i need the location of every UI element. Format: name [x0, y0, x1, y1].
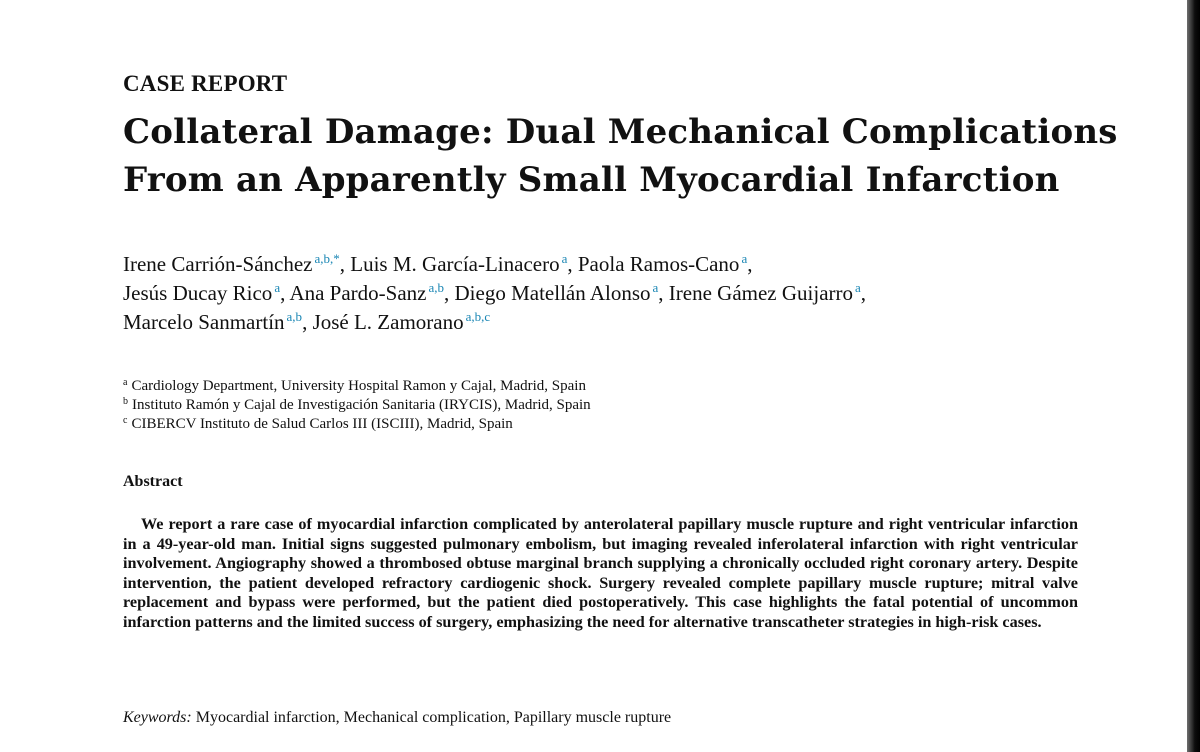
author-name: Diego Matellán Alonso: [454, 281, 651, 305]
author-affiliation-marker[interactable]: a,b,c: [465, 309, 491, 324]
title-line-2: From an Apparently Small Myocardial Infarction: [123, 160, 1060, 200]
author-affiliation-marker[interactable]: a,b: [428, 280, 445, 295]
affiliation-marker: b: [123, 396, 128, 407]
author-affiliation-marker[interactable]: a,b,*: [314, 251, 340, 266]
affiliation-item: [123, 396, 591, 415]
author-line-2: Jesús Ducay Rico $^a$, Ana Pardo-Sanz $^{a,b}$, Diego Matellán Alonso $^a$, Irene Gámez Guijarro $^a$,: [123, 280, 867, 305]
author-list: [123, 250, 1163, 337]
author-name: Irene Gámez Guijarro: [668, 281, 854, 305]
author-affiliation-marker[interactable]: a,b: [286, 309, 303, 324]
affiliation-text: CIBERCV Instituto de Salud Carlos III (ISCIII), Madrid, Spain: [131, 416, 513, 432]
affiliation-item: [123, 415, 591, 434]
abstract-heading: Abstract: [123, 473, 183, 490]
author-affiliation-marker[interactable]: a: [274, 280, 281, 295]
author-name: José L. Zamorano: [312, 310, 464, 334]
affiliation-marker: c: [123, 415, 128, 426]
affiliation-marker: a: [123, 377, 128, 388]
author-name: Luis M. García-Linacero: [350, 252, 560, 276]
affiliation-list: [123, 377, 591, 434]
affiliation-text: Cardiology Department, University Hospital Ramon y Cajal, Madrid, Spain: [131, 378, 586, 394]
affiliation-text: Instituto Ramón y Cajal de Investigación Sanitaria (IRYCIS), Madrid, Spain: [132, 397, 591, 413]
keywords-text: Myocardial infarction, Mechanical complication, Papillary muscle rupture: [195, 709, 672, 726]
article-title: [123, 108, 1163, 204]
keywords-label: Keywords:: [123, 709, 192, 726]
author-affiliation-marker[interactable]: a: [561, 251, 568, 266]
title-line-1: Collateral Damage: Dual Mechanical Complications: [123, 112, 1118, 152]
page-edge-shadow: [1187, 0, 1200, 752]
author-affiliation-marker[interactable]: a: [741, 251, 748, 266]
author-affiliation-marker[interactable]: a: [652, 280, 659, 295]
author-name: Paola Ramos-Cano: [577, 252, 740, 276]
article-type-label: CASE REPORT: [123, 71, 288, 96]
affiliation-item: [123, 377, 591, 396]
author-affiliation-marker[interactable]: a: [855, 280, 861, 295]
author-name: Jesús Ducay Rico: [123, 281, 273, 305]
keywords-line: [123, 709, 671, 727]
author-name: Irene Carrión-Sánchez: [123, 252, 313, 276]
author-name: Marcelo Sanmartín: [123, 310, 285, 334]
author-name: Ana Pardo-Sanz: [289, 281, 427, 305]
abstract-text: We report a rare case of myocardial infarction complicated by anterolateral papillary muscle rupture and right ventricular infarction in a 49-year-old man. Initial signs suggested pulmonary embolism, but imaging revealed inferolateral infarction with right ventricular involvement. Angiography showed a thrombosed obtuse marginal branch supplying a chronically occluded right coronary artery. Despite intervention, the patient developed refractory cardiogenic shock. Surgery revealed complete papillary muscle rupture; mitral valve replacement and bypass were performed, but the patient died postoperatively. This case highlights the fatal potential of uncommon infarction patterns and the limited success of surgery, emphasizing the need for alternative transcatheter strategies in high-risk cases.: [123, 515, 1078, 631]
author-line-3: Marcelo Sanmartín $^{a,b}$, José L. Zamorano $^{a,b,c}$: [123, 309, 491, 334]
author-line-1: Irene Carrión-Sánchez $^{a,b,*}$, Luis M. García-Linacero $^a$, Paola Ramos-Cano $^a$,: [123, 251, 753, 276]
